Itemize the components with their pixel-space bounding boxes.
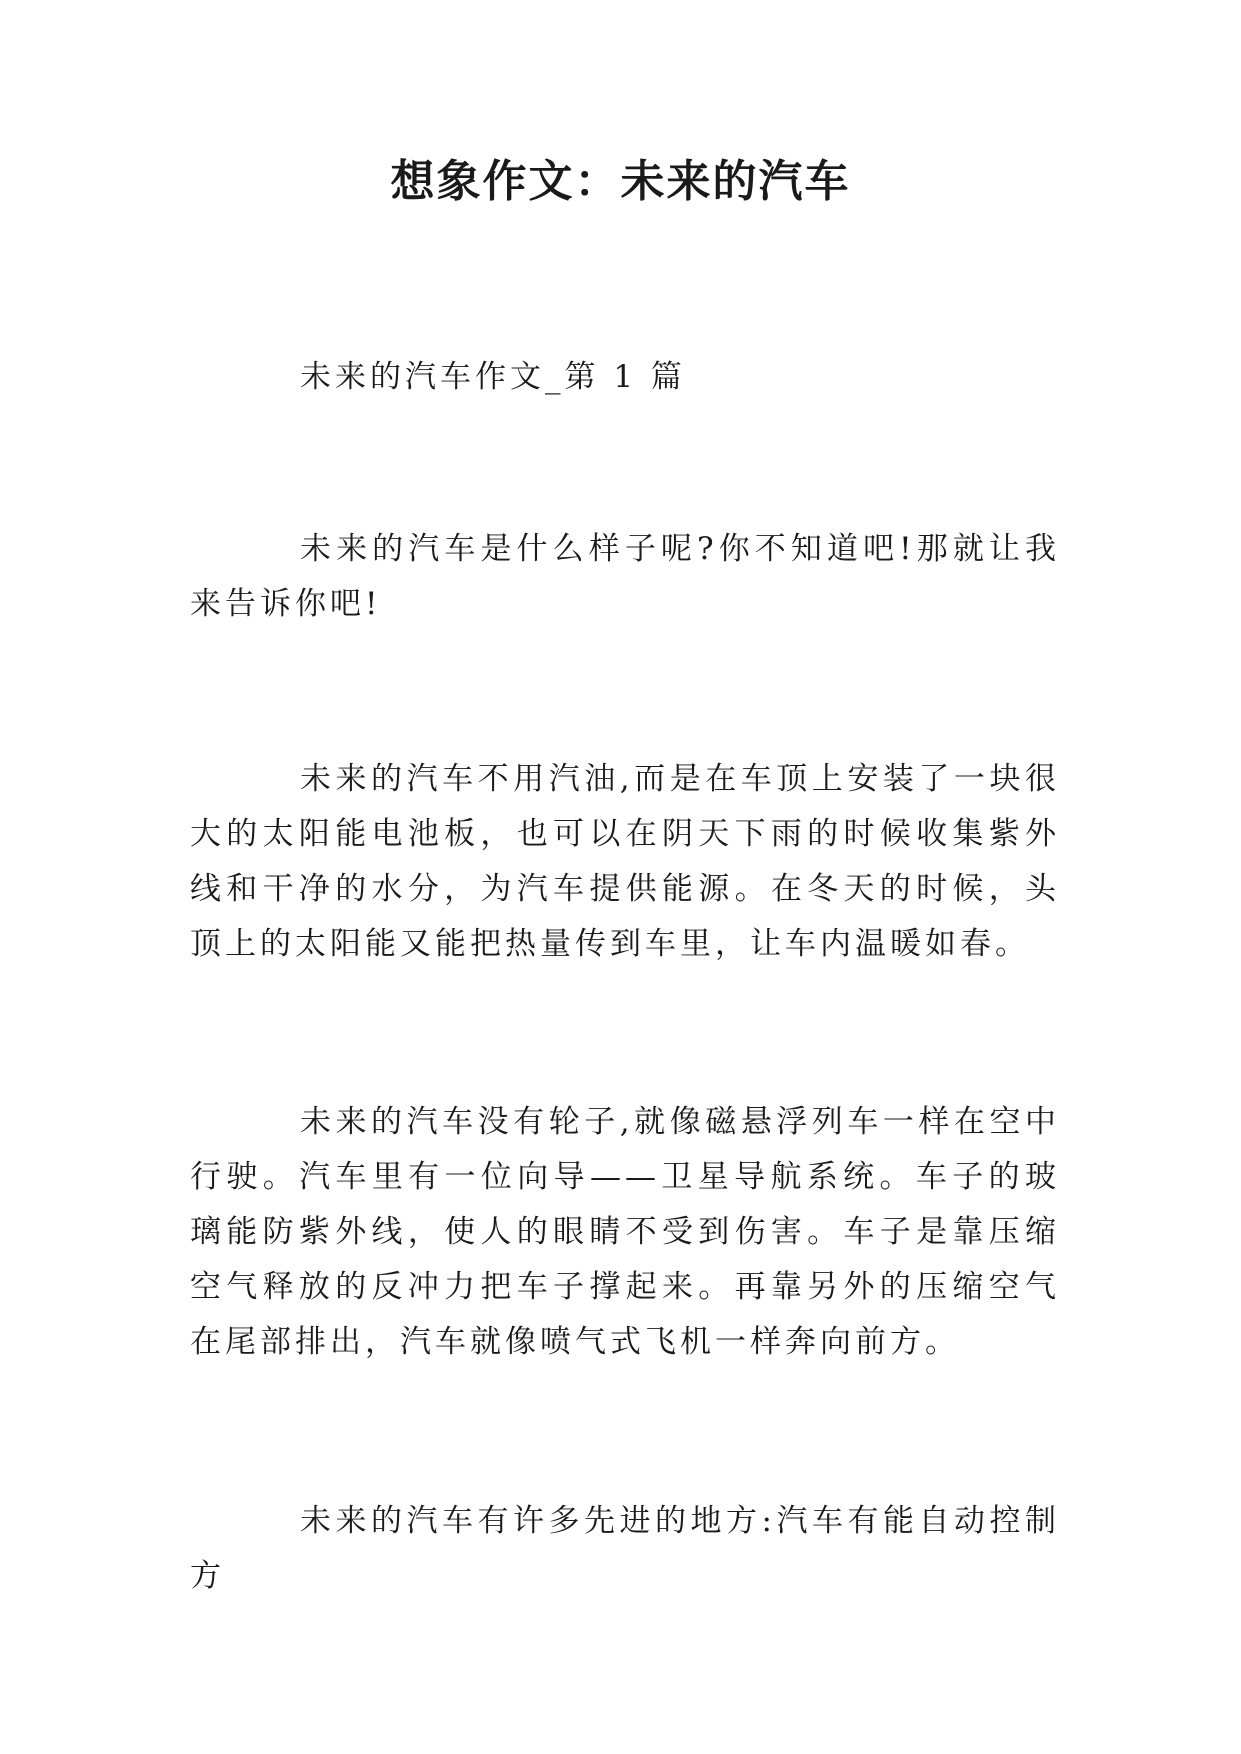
paragraph-4: 未来的汽车有许多先进的地方:汽车有能自动控制方	[190, 1503, 1060, 1594]
document-title: 想象作文：未来的汽车	[390, 156, 851, 207]
paragraph-1: 未来的汽车是什么样子呢?你不知道吧!那就让我来告诉你吧!	[190, 531, 1060, 622]
section-heading: 未来的汽车作文_第 1 篇	[300, 359, 686, 395]
paragraph-3: 未来的汽车没有轮子,就像磁悬浮列车一样在空中行驶。汽车里有一位向导——卫星导航系统。车子的玻璃能防紫外线，使人的眼睛不受到伤害。车子是靠压缩空气释放的反冲力把车子撑起来。再靠另外的压缩空气在尾部排出，汽车就像喷气式飞机一样奔向前方。	[190, 1104, 1060, 1360]
paragraph-2: 未来的汽车不用汽油,而是在车顶上安装了一块很大的太阳能电池板，也可以在阴天下雨的时候收集紫外线和干净的水分，为汽车提供能源。在冬天的时候，头顶上的太阳能又能把热量传到车里，让车内温暖如春。	[190, 761, 1060, 962]
